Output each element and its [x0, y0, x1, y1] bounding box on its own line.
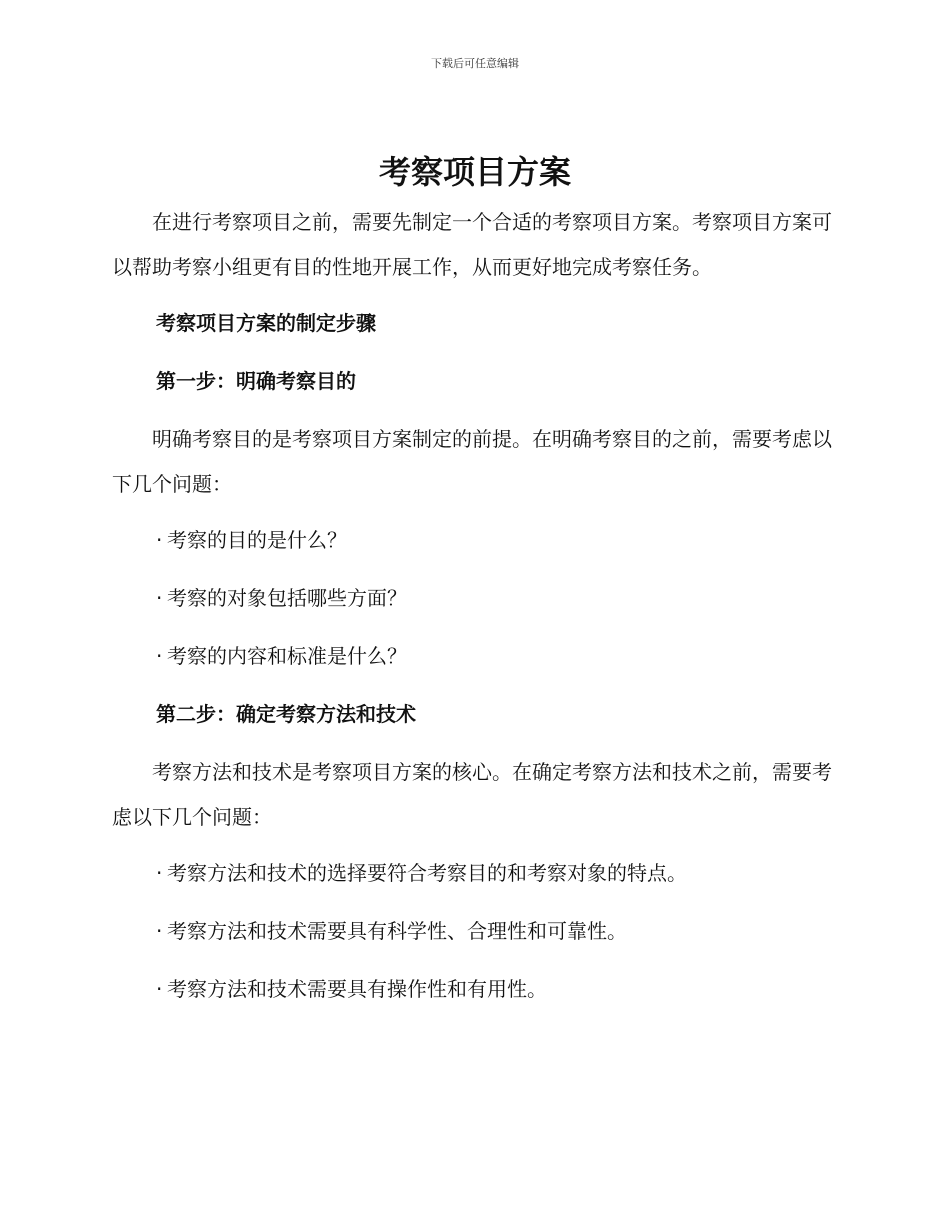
bullet-icon: · [156, 977, 163, 1001]
document-body [112, 200, 832, 1025]
bullet-icon: · [156, 586, 163, 610]
bullet-icon: · [156, 528, 163, 552]
list-item [112, 576, 832, 621]
section-heading: 考察项目方案的制定步骤 [156, 311, 376, 335]
step2-heading: 第二步：确定考察方法和技术 [156, 702, 416, 726]
step2-paragraph: 考察方法和技术是考察项目方案的核心。在确定考察方法和技术之前，需要考虑以下几个问题： [112, 760, 832, 829]
list-item [112, 909, 832, 954]
step1-paragraph: 明确考察目的是考察项目方案制定的前提。在明确考察目的之前，需要考虑以下几个问题： [112, 427, 832, 496]
step1-bullet-list [112, 518, 832, 679]
list-item-text: 考察的目的是什么？ [167, 528, 347, 552]
step2-bullet-list [112, 851, 832, 1012]
list-item-text: 考察方法和技术需要具有操作性和有用性。 [167, 977, 547, 1001]
list-item [112, 851, 832, 896]
list-item [112, 634, 832, 679]
bullet-icon: · [156, 919, 163, 943]
list-item-text: 考察的对象包括哪些方面？ [167, 586, 407, 610]
step1-heading: 第一步：明确考察目的 [156, 369, 356, 393]
list-item-text: 考察方法和技术的选择要符合考察目的和考察对象的特点。 [167, 861, 687, 885]
list-item [112, 518, 832, 563]
intro-paragraph: 在进行考察项目之前，需要先制定一个合适的考察项目方案。考察项目方案可以帮助考察小组更有目的性地开展工作，从而更好地完成考察任务。 [112, 210, 832, 279]
list-item-text: 考察方法和技术需要具有科学性、合理性和可靠性。 [167, 919, 627, 943]
bullet-icon: · [156, 644, 163, 668]
document-title: 考察项目方案 [378, 153, 571, 191]
header-note: 下载后可任意编辑 [431, 57, 519, 70]
list-item [112, 967, 832, 1012]
list-item-text: 考察的内容和标准是什么？ [167, 644, 407, 668]
bullet-icon: · [156, 861, 163, 885]
